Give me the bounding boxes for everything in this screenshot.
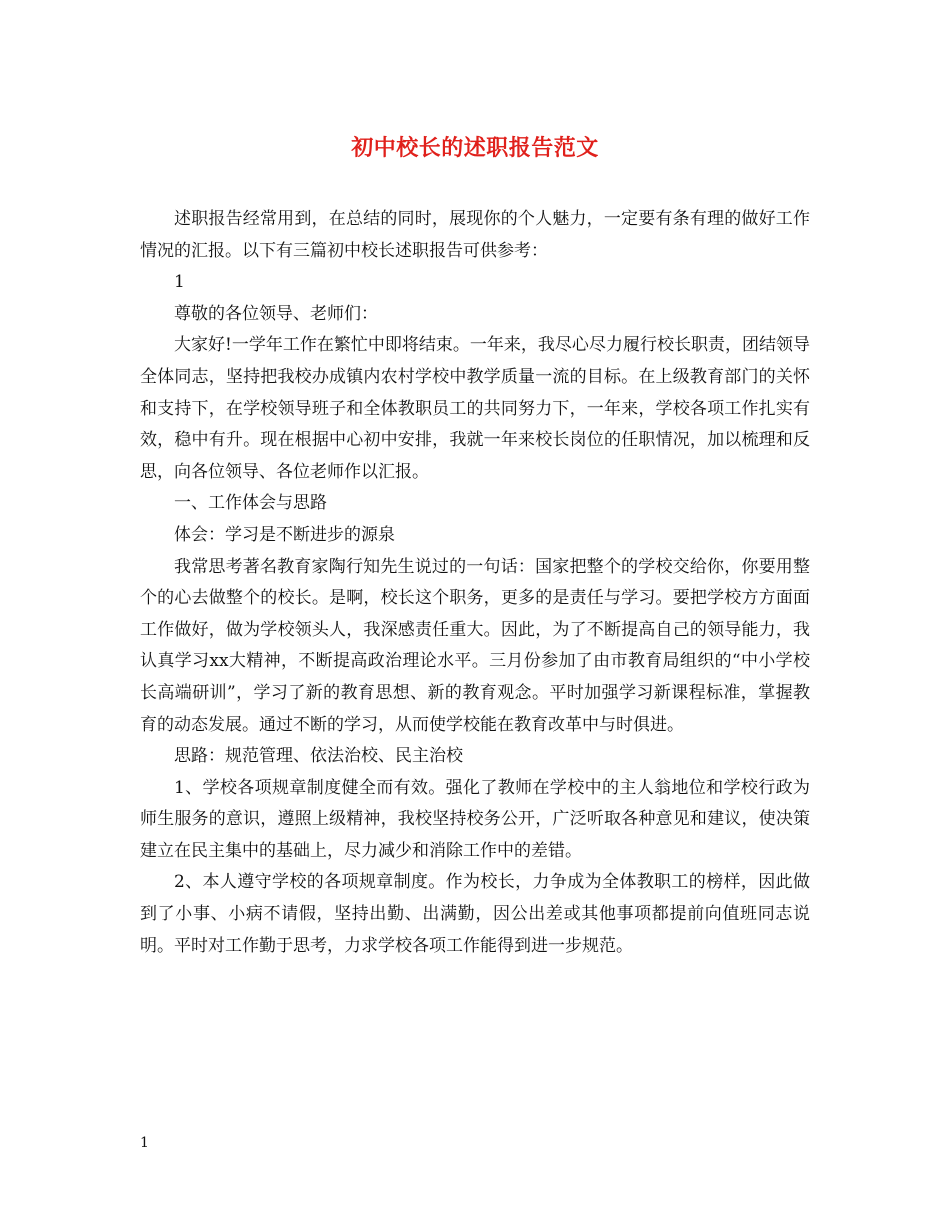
subheading-experience: 体会：学习是不断进步的源泉 xyxy=(174,524,395,545)
paragraph-salutation: 尊敬的各位领导、老师们： xyxy=(174,303,378,324)
paragraph-greeting: 大家好!一学年工作在繁忙中即将结束。一年来，我尽心尽力履行校长职责，团结领导全体同志，坚持把我校办成镇内农村学校中教学质量一流的目标。在上级教育部门的关怀和支持下，在学校领导班子和全体教职员工的共同努力下，一年来，学校各项工作扎实有效，稳中有升。现在根据中心初中安排，我就一年来校长岗位的任职情况，加以梳理和反思，向各位领导、各位老师作以汇报。 xyxy=(140,335,810,482)
heading-work-experience: 一、工作体会与思路 xyxy=(174,493,327,514)
paragraph-item-1: 1、学校各项规章制度健全而有效。强化了教师在学校中的主人翁地位和学校行政为师生服务的意识，遵照上级精神，我校坚持校务公开，广泛听取各种意见和建议，使决策建立在民主集中的基础上，尽力减少和消除工作中的差错。 xyxy=(140,777,810,861)
page-number: 1 xyxy=(140,1135,149,1151)
paragraph-item-2: 2、本人遵守学校的各项规章制度。作为校长，力争成为全体教职工的榜样，因此做到了小事、小病不请假，坚持出勤、出满勤，因公出差或其他事项都提前向值班同志说明。平时对工作勤于思考，力求学校各项工作能得到进一步规范。 xyxy=(140,872,810,956)
subheading-approach: 思路：规范管理、依法治校、民主治校 xyxy=(174,746,463,767)
document-body xyxy=(140,204,810,962)
paragraph-learning: 我常思考著名教育家陶行知先生说过的一句话：国家把整个的学校交给你，你要用整个的心去做整个的校长。是啊，校长这个职务，更多的是责任与学习。要把学校方方面面工作做好，做为学校领头人，我深感责任重大。因此，为了不断提高自己的领导能力，我认真学习xx大精神，不断提高政治理论水平。三月份参加了由市教育局组织的“中小学校长高端研训”，学习了新的教育思想、新的教育观念。平时加强学习新课程标准，掌握教育的动态发展。通过不断的学习，从而使学校能在教育改革中与时俱进。 xyxy=(140,556,810,735)
paragraph-section-number: 1 xyxy=(174,272,185,293)
document-title: 初中校长的述职报告范文 xyxy=(351,135,599,161)
paragraph-intro: 述职报告经常用到，在总结的同时，展现你的个人魅力，一定要有条有理的做好工作情况的汇报。以下有三篇初中校长述职报告可供参考： xyxy=(140,209,810,261)
